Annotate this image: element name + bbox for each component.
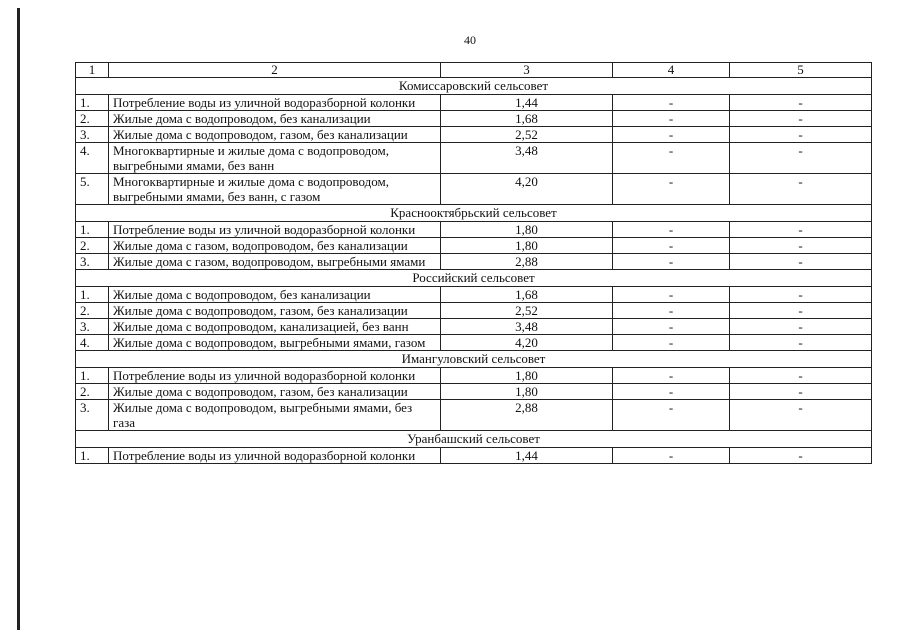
row-col4-cell: - xyxy=(613,384,730,400)
row-col5-cell: - xyxy=(730,303,872,319)
table-row xyxy=(76,174,872,205)
header-col-2: 2 xyxy=(109,63,441,78)
table-row xyxy=(76,222,872,238)
table-row xyxy=(76,95,872,111)
table-row xyxy=(76,111,872,127)
section-header-row xyxy=(76,431,872,448)
page-left-edge-rule xyxy=(17,8,20,630)
row-col5-cell: - xyxy=(730,319,872,335)
section-title: Краснооктябрьский сельсовет xyxy=(76,205,872,222)
row-number-cell: 3. xyxy=(76,127,109,143)
row-number-cell: 2. xyxy=(76,111,109,127)
section-title: Уранбашский сельсовет xyxy=(76,431,872,448)
section-header-row xyxy=(76,205,872,222)
row-value-cell: 2,88 xyxy=(441,400,613,431)
row-number-cell: 4. xyxy=(76,143,109,174)
table-row xyxy=(76,335,872,351)
row-col5-cell: - xyxy=(730,368,872,384)
row-col4-cell: - xyxy=(613,222,730,238)
row-col4-cell: - xyxy=(613,254,730,270)
row-col4-cell: - xyxy=(613,111,730,127)
section-header-row xyxy=(76,270,872,287)
row-number-cell: 1. xyxy=(76,222,109,238)
row-col5-cell: - xyxy=(730,400,872,431)
row-description-cell: Потребление воды из уличной водоразборной колонки xyxy=(109,448,441,464)
row-number-cell: 3. xyxy=(76,254,109,270)
row-description-cell: Потребление воды из уличной водоразборной колонки xyxy=(109,222,441,238)
row-description-cell: Жилые дома с водопроводом, газом, без канализации xyxy=(109,127,441,143)
row-col4-cell: - xyxy=(613,127,730,143)
tariff-table xyxy=(75,62,872,464)
row-value-cell: 1,80 xyxy=(441,384,613,400)
row-value-cell: 1,80 xyxy=(441,222,613,238)
section-title: Имангуловский сельсовет xyxy=(76,351,872,368)
table-body xyxy=(76,63,872,464)
row-value-cell: 1,44 xyxy=(441,95,613,111)
row-number-cell: 1. xyxy=(76,287,109,303)
row-col4-cell: - xyxy=(613,368,730,384)
row-number-cell: 2. xyxy=(76,384,109,400)
row-col4-cell: - xyxy=(613,238,730,254)
row-value-cell: 4,20 xyxy=(441,335,613,351)
row-number-cell: 5. xyxy=(76,174,109,205)
row-value-cell: 1,68 xyxy=(441,287,613,303)
column-number-header-row xyxy=(76,63,872,78)
row-description-cell: Жилые дома с водопроводом, газом, без канализации xyxy=(109,384,441,400)
table-row xyxy=(76,368,872,384)
section-title: Российский сельсовет xyxy=(76,270,872,287)
row-description-cell: Жилые дома с водопроводом, канализацией, без ванн xyxy=(109,319,441,335)
row-col4-cell: - xyxy=(613,287,730,303)
row-description-cell: Потребление воды из уличной водоразборной колонки xyxy=(109,95,441,111)
row-number-cell: 2. xyxy=(76,303,109,319)
row-col4-cell: - xyxy=(613,143,730,174)
row-col5-cell: - xyxy=(730,143,872,174)
row-col4-cell: - xyxy=(613,400,730,431)
row-col5-cell: - xyxy=(730,384,872,400)
row-col4-cell: - xyxy=(613,448,730,464)
row-description-cell: Жилые дома с водопроводом, без канализации xyxy=(109,111,441,127)
row-number-cell: 1. xyxy=(76,448,109,464)
page-number: 40 xyxy=(464,33,476,47)
section-header-row xyxy=(76,78,872,95)
row-col5-cell: - xyxy=(730,254,872,270)
row-value-cell: 1,80 xyxy=(441,368,613,384)
row-col5-cell: - xyxy=(730,335,872,351)
table-row xyxy=(76,319,872,335)
row-description-cell: Многоквартирные и жилые дома с водопроводом, выгребными ямами, без ванн, с газом xyxy=(109,174,441,205)
row-number-cell: 4. xyxy=(76,335,109,351)
row-number-cell: 1. xyxy=(76,95,109,111)
row-col4-cell: - xyxy=(613,174,730,205)
row-col4-cell: - xyxy=(613,319,730,335)
row-col5-cell: - xyxy=(730,448,872,464)
row-value-cell: 2,88 xyxy=(441,254,613,270)
row-col5-cell: - xyxy=(730,238,872,254)
table-row xyxy=(76,143,872,174)
row-col4-cell: - xyxy=(613,335,730,351)
header-col-4: 4 xyxy=(613,63,730,78)
table-row xyxy=(76,254,872,270)
row-description-cell: Потребление воды из уличной водоразборной колонки xyxy=(109,368,441,384)
row-description-cell: Жилые дома с водопроводом, выгребными ямами, без газа xyxy=(109,400,441,431)
row-value-cell: 3,48 xyxy=(441,319,613,335)
row-description-cell: Жилые дома с водопроводом, без канализации xyxy=(109,287,441,303)
row-value-cell: 2,52 xyxy=(441,127,613,143)
section-header-row xyxy=(76,351,872,368)
row-col5-cell: - xyxy=(730,174,872,205)
row-col5-cell: - xyxy=(730,287,872,303)
header-col-1: 1 xyxy=(76,63,109,78)
table-row xyxy=(76,400,872,431)
row-col4-cell: - xyxy=(613,303,730,319)
table-row xyxy=(76,238,872,254)
row-col5-cell: - xyxy=(730,111,872,127)
section-title: Комиссаровский сельсовет xyxy=(76,78,872,95)
row-description-cell: Жилые дома с газом, водопроводом, выгребными ямами xyxy=(109,254,441,270)
row-description-cell: Жилые дома с водопроводом, выгребными ямами, газом xyxy=(109,335,441,351)
row-value-cell: 4,20 xyxy=(441,174,613,205)
row-col4-cell: - xyxy=(613,95,730,111)
row-number-cell: 3. xyxy=(76,319,109,335)
row-number-cell: 2. xyxy=(76,238,109,254)
table-row xyxy=(76,384,872,400)
header-col-5: 5 xyxy=(730,63,872,78)
row-number-cell: 3. xyxy=(76,400,109,431)
row-description-cell: Жилые дома с газом, водопроводом, без канализации xyxy=(109,238,441,254)
table-row xyxy=(76,287,872,303)
row-value-cell: 1,44 xyxy=(441,448,613,464)
row-value-cell: 1,68 xyxy=(441,111,613,127)
row-col5-cell: - xyxy=(730,127,872,143)
row-description-cell: Многоквартирные и жилые дома с водопроводом, выгребными ямами, без ванн xyxy=(109,143,441,174)
row-value-cell: 1,80 xyxy=(441,238,613,254)
row-description-cell: Жилые дома с водопроводом, газом, без канализации xyxy=(109,303,441,319)
table-row xyxy=(76,127,872,143)
row-value-cell: 2,52 xyxy=(441,303,613,319)
row-col5-cell: - xyxy=(730,95,872,111)
table-row xyxy=(76,303,872,319)
header-col-3: 3 xyxy=(441,63,613,78)
table-row xyxy=(76,448,872,464)
row-value-cell: 3,48 xyxy=(441,143,613,174)
row-col5-cell: - xyxy=(730,222,872,238)
row-number-cell: 1. xyxy=(76,368,109,384)
